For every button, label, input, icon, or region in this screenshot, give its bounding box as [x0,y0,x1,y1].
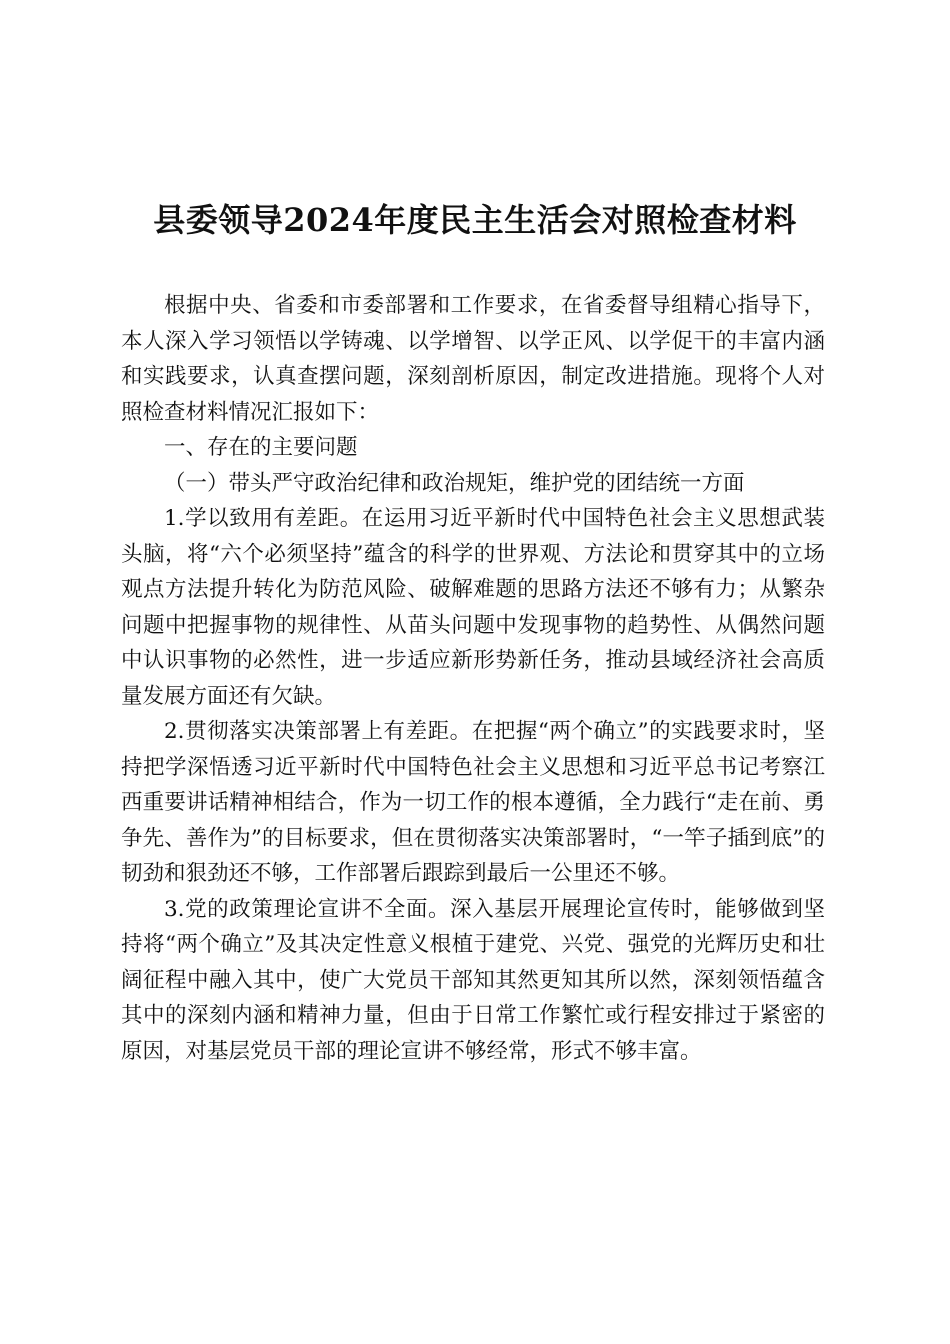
item-paragraph-3: 3.党的政策理论宣讲不全面。深入基层开展理论宣传时，能够做到坚持将“两个确立”及其决定性意义根植于建党、兴党、强党的光辉历史和壮阔征程中融入其中，使广大党员干部知其然更知其所以然，深刻领悟蕴含其中的深刻内涵和精神力量，但由于日常工作繁忙或行程安排过于紧密的原因，对基层党员干部的理论宣讲不够经常，形式不够丰富。 [121,896,825,1064]
subsection-heading: （一）带头严守政治纪律和政治规矩，维护党的团结统一方面 [164,470,745,496]
intro-paragraph: 根据中央、省委和市委部署和工作要求，在省委督导组精心指导下，本人深入学习领悟以学铸魂、以学增智、以学正风、以学促干的丰富内涵和实践要求，认真查摆问题，深刻剖析原因，制定改进措施。现将个人对照检查材料情况汇报如下： [121,293,825,425]
document-body [121,288,825,1069]
section-heading: 一、存在的主要问题 [164,435,358,460]
item-paragraph-2: 2.贯彻落实决策部署上有差距。在把握“两个确立”的实践要求时，坚持把学深悟透习近平新时代中国特色社会主义思想和习近平总书记考察江西重要讲话精神相结合，作为一切工作的根本遵循，全力践行“走在前、勇争先、善作为”的目标要求，但在贯彻落实决策部署时，“一竿子插到底”的韧劲和狠劲还不够，工作部署后跟踪到最后一公里还不够。 [121,719,825,886]
document-title: 县委领导2024年度民主生活会对照检查材料 [153,201,797,239]
item-paragraph-1: 1.学以致用有差距。在运用习近平新时代中国特色社会主义思想武装头脑，将“六个必须坚持”蕴含的科学的世界观、方法论和贯穿其中的立场观点方法提升转化为防范风险、破解难题的思路方法还不够有力；从繁杂问题中把握事物的规律性、从苗头问题中发现事物的趋势性、从偶然问题中认识事物的必然性，进一步适应新形势新任务，推动县域经济社会高质量发展方面还有欠缺。 [121,506,825,709]
